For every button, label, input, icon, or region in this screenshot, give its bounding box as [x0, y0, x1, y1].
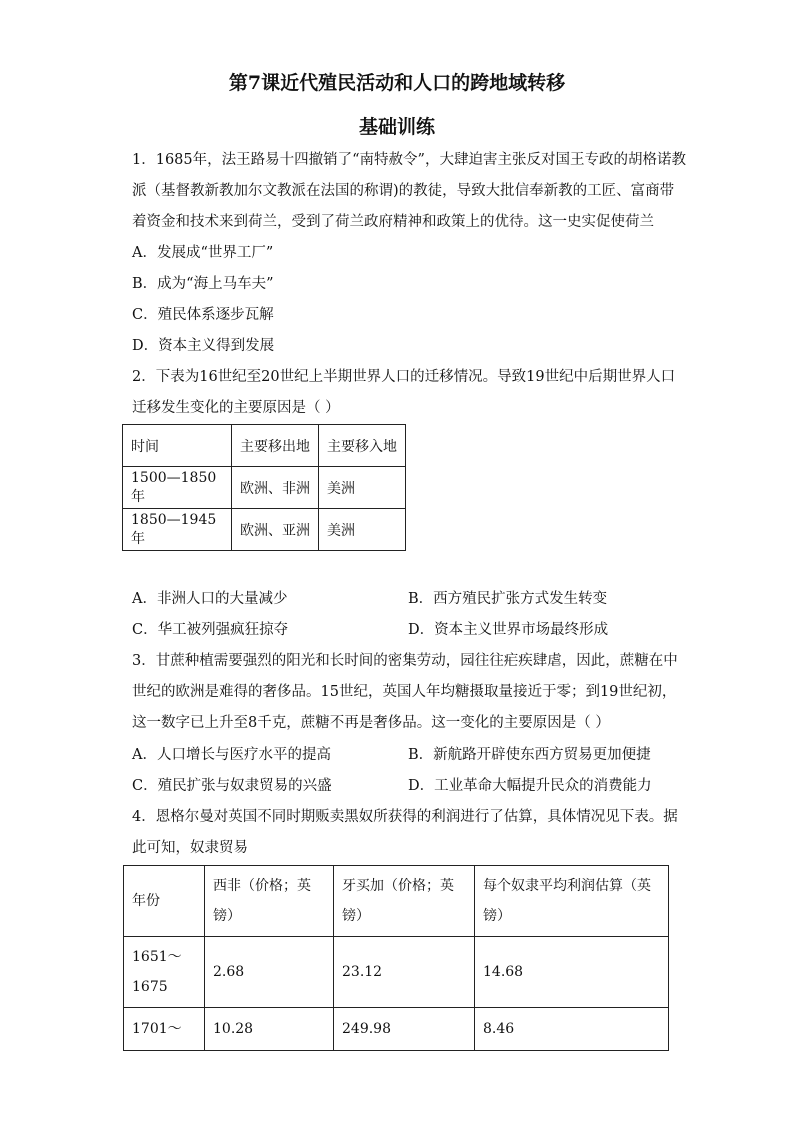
table-cell: 1850—1945年	[123, 509, 232, 551]
table-cell: 2.68	[205, 937, 334, 1008]
table-row	[124, 937, 669, 1008]
table-cell: 14.68	[475, 937, 669, 1008]
q3-option-d: D．工业革命大幅提升民众的消费能力	[408, 778, 652, 794]
slave-trade-profit-table	[123, 865, 669, 1051]
q3-stem-line: 世纪的欧洲是难得的奢侈品。15世纪，英国人年均糖摄取量接近于零；到19世纪初，	[132, 684, 677, 700]
table-cell: 1651～1675	[124, 937, 205, 1008]
q3-option-b: B．新航路开辟使东西方贸易更加便捷	[408, 747, 651, 763]
table-header-cell: 主要移入地	[319, 425, 406, 467]
migration-table	[122, 424, 406, 551]
q2-option-a: A．非洲人口的大量减少	[132, 591, 288, 607]
table-header-row	[123, 425, 406, 467]
q2-stem-line: 2．下表为16世纪至20世纪上半期世界人口的迁移情况。导致19世纪中后期世界人口	[132, 369, 676, 385]
q3-option-a: A．人口增长与医疗水平的提高	[132, 747, 331, 763]
table-cell: 249.98	[334, 1008, 475, 1051]
table-header-cell: 主要移出地	[232, 425, 319, 467]
q2-option-b: B．西方殖民扩张方式发生转变	[408, 591, 608, 607]
q4-stem-line: 此可知，奴隶贸易	[132, 840, 248, 856]
q1-option-a: A．发展成“世界工厂”	[132, 245, 274, 261]
table-cell: 8.46	[475, 1008, 669, 1051]
q3-stem-line: 这一数字已上升至8千克，蔗糖不再是奢侈品。这一变化的主要原因是（ ）	[132, 715, 610, 731]
table-cell: 10.28	[205, 1008, 334, 1051]
q3-option-c: C．殖民扩张与奴隶贸易的兴盛	[132, 778, 332, 794]
table-cell: 欧洲、亚洲	[232, 509, 319, 551]
table-cell: 欧洲、非洲	[232, 467, 319, 509]
q1-option-c: C．殖民体系逐步瓦解	[132, 307, 274, 323]
q2-option-d: D．资本主义世界市场最终形成	[408, 622, 609, 638]
q2-stem-line: 迁移发生变化的主要原因是（ ）	[132, 400, 340, 416]
table-header-cell: 时间	[123, 425, 232, 467]
q1-option-d: D．资本主义得到发展	[132, 338, 275, 354]
q1-stem-line: 派（基督教新教加尔文教派在法国的称谓)的教徒，导致大批信奉新教的工匠、富商带	[132, 183, 675, 199]
table-header-cell: 年份	[124, 866, 205, 937]
q1-stem-line: 1．1685年，法王路易十四撤销了“南特赦令”，大肆迫害主张反对国王专政的胡格诺教	[132, 152, 686, 168]
table-cell: 1500—1850年	[123, 467, 232, 509]
q2-option-c: C．华工被列强疯狂掠夺	[132, 622, 289, 638]
q1-option-b: B．成为“海上马车夫”	[132, 276, 274, 292]
table-header-cell: 牙买加（价格；英镑）	[334, 866, 475, 937]
table-cell: 23.12	[334, 937, 475, 1008]
section-title: 基础训练	[358, 116, 435, 138]
q3-stem-line: 3．甘蔗种植需要强烈的阳光和长时间的密集劳动，园往往疟疾肆虐，因此，蔗糖在中	[132, 653, 678, 669]
table-row	[123, 467, 406, 509]
table-cell: 美洲	[319, 509, 406, 551]
page-title: 第7课近代殖民活动和人口的跨地域转移	[228, 72, 566, 94]
table-row	[124, 1008, 669, 1051]
table-header-row	[124, 866, 669, 937]
q4-stem-line: 4．恩格尔曼对英国不同时期贩卖黑奴所获得的利润进行了估算，具体情况见下表。据	[132, 809, 678, 825]
table-header-cell: 西非（价格；英镑）	[205, 866, 334, 937]
table-header-cell: 每个奴隶平均利润估算（英镑）	[475, 866, 669, 937]
q1-stem-line: 着资金和技术来到荷兰，受到了荷兰政府精神和政策上的优待。这一史实促使荷兰	[132, 214, 654, 230]
table-row	[123, 509, 406, 551]
table-cell: 1701～	[124, 1008, 205, 1051]
table-cell: 美洲	[319, 467, 406, 509]
